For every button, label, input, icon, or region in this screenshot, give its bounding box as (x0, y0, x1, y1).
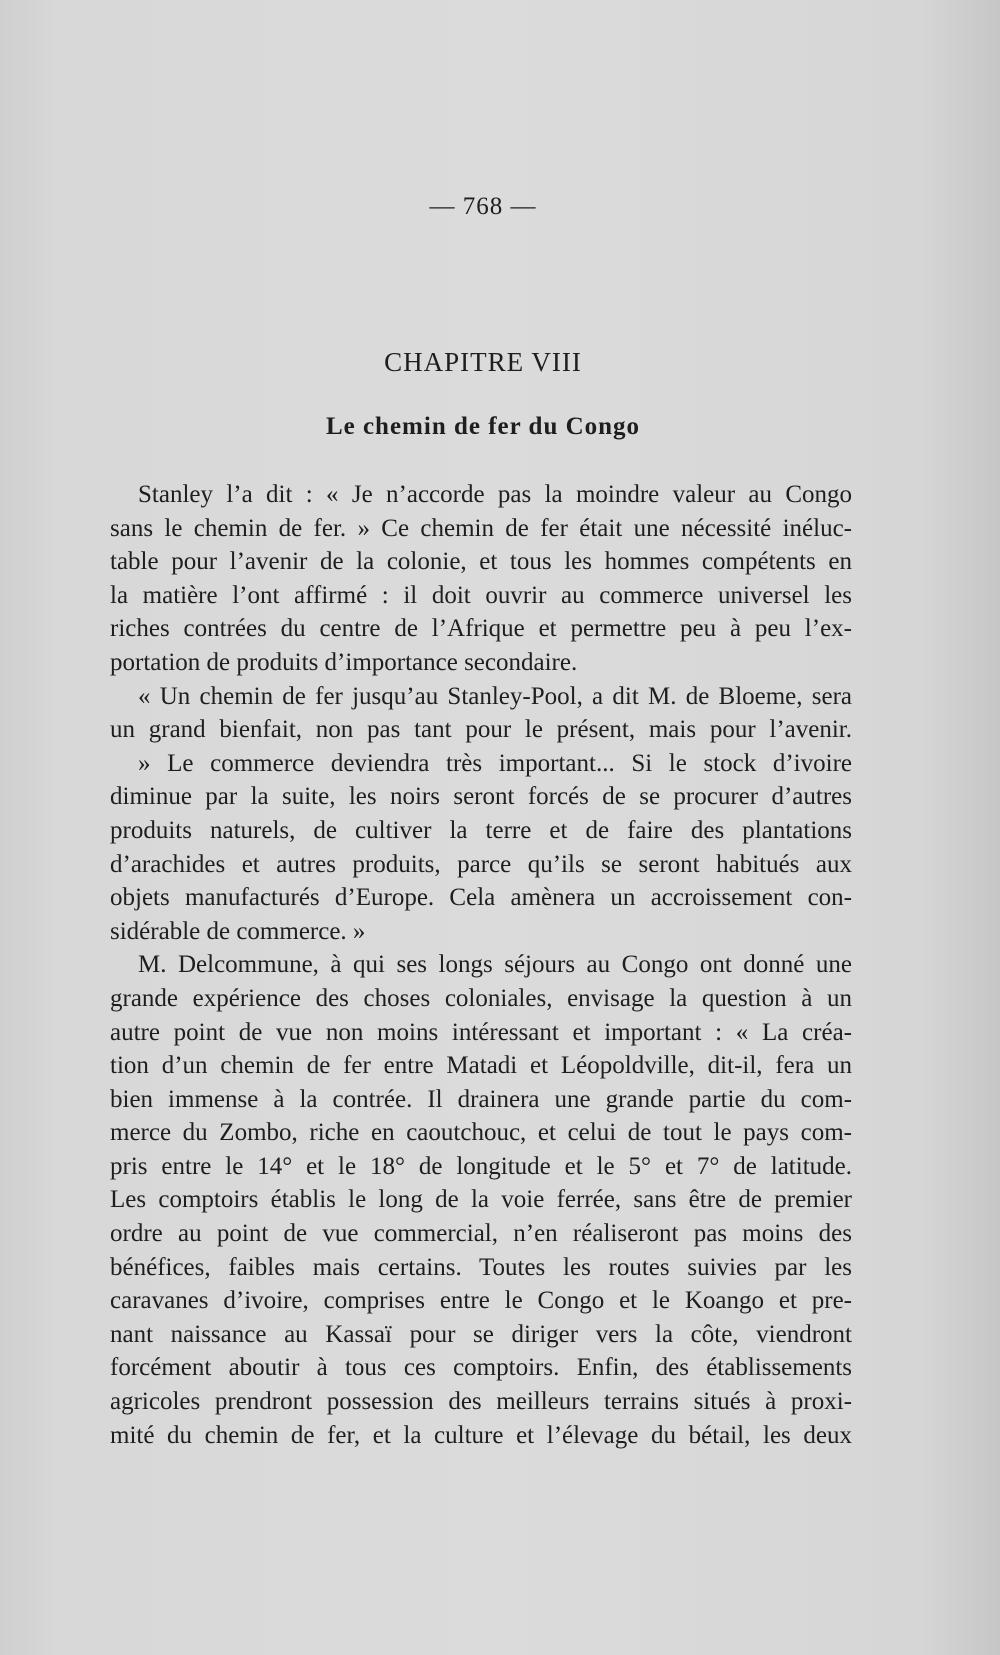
text-line: tion d’un chemin de fer entre Matadi et Léopoldville, dit-il, fera un (110, 1052, 852, 1080)
chapter-subtitle: Le chemin de fer du Congo (325, 413, 641, 440)
text-line: bénéfices, faibles mais certains. Toutes les routes suivies par les (110, 1253, 852, 1281)
text-line: sans le chemin de fer. » Ce chemin de fer était une nécessité inéluc- (110, 514, 852, 542)
text-line: table pour l’avenir de la colonie, et tous les hommes compétents en (110, 548, 852, 576)
text-line: un grand bienfait, non pas tant pour le présent, mais pour l’avenir. (110, 716, 852, 744)
text-line: merce du Zombo, riche en caoutchouc, et celui de tout le pays com- (110, 1119, 852, 1147)
text-line: « Un chemin de fer jusqu’au Stanley-Pool, a dit M. de Bloeme, sera (138, 682, 852, 710)
page-number: — 768 — (429, 193, 537, 220)
text-line: objets manufacturés d’Europe. Cela amènera un accroissement con- (110, 884, 852, 912)
text-line: Stanley l’a dit : « Je n’accorde pas la moindre valeur au Congo (138, 481, 852, 508)
text-line: pris entre le 14° et le 18° de longitude et le 5° et 7° de latitude. (110, 1152, 852, 1180)
text-line: agricoles prendront possession des meilleurs terrains situés à proxi- (110, 1388, 852, 1416)
text-line: caravanes d’ivoire, comprises entre le Congo et le Koango et pre- (110, 1287, 852, 1315)
text-line: autre point de vue non moins intéressant et important : « La créa- (110, 1018, 852, 1046)
text-line: M. Delcommune, à qui ses longs séjours au Congo ont donné une (138, 951, 852, 979)
text-line: ordre au point de vue commercial, n’en réaliseront pas moins des (110, 1220, 852, 1248)
text-line: bien immense à la contrée. Il drainera une grande partie du com- (110, 1085, 852, 1113)
text-line: sidérable de commerce. » (110, 917, 366, 945)
text-line: produits naturels, de cultiver la terre et de faire des plantations (110, 816, 852, 844)
text-line: » Le commerce deviendra très important... Si le stock d’ivoire (138, 749, 852, 777)
text-line: forcément aboutir à tous ces comptoirs. Enfin, des établissements (110, 1354, 852, 1382)
text-line: diminue par la suite, les noirs seront forcés de se procurer d’autres (110, 783, 852, 811)
text-line: grande expérience des choses coloniales, envisage la question à un (110, 984, 852, 1012)
text-line: riches contrées du centre de l’Afrique et permettre peu à peu l’ex- (110, 615, 852, 643)
text-line: nant naissance au Kassaï pour se diriger vers la côte, viendront (110, 1320, 852, 1348)
body-text (110, 478, 852, 1452)
text-line: d’arachides et autres produits, parce qu’ils se seront habitués aux (110, 850, 852, 878)
text-line: la matière l’ont affirmé : il doit ouvrir au commerce universel les (110, 581, 852, 609)
text-line: portation de produits d’importance secondaire. (110, 648, 578, 676)
text-line: Les comptoirs établis le long de la voie ferrée, sans être de premier (110, 1186, 852, 1214)
text-line: mité du chemin de fer, et la culture et l’élevage du bétail, les deux (110, 1421, 852, 1449)
chapter-title: CHAPITRE VIII (384, 347, 582, 377)
